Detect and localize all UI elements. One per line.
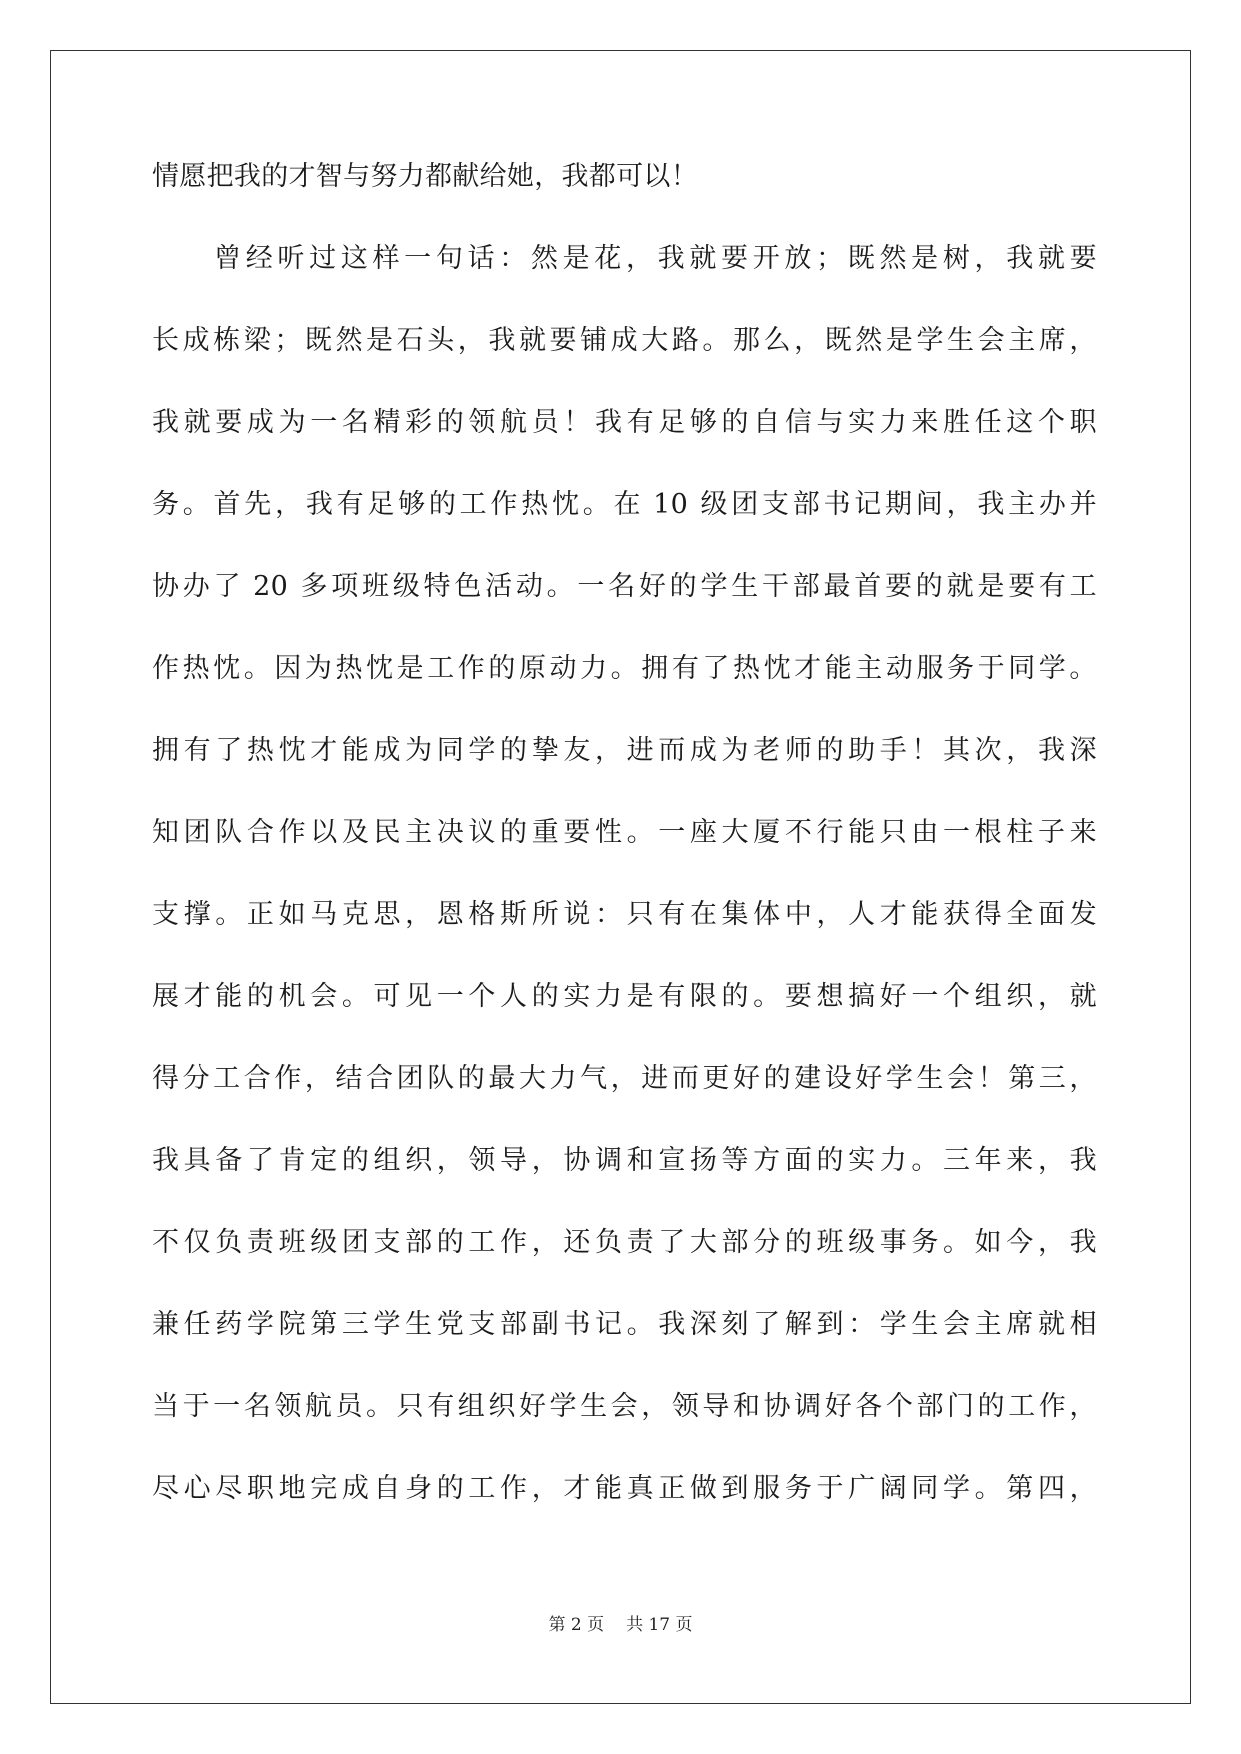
page-footer — [0, 1610, 1241, 1635]
text-line: 情愿把我的才智与努力都献给她，我都可以！ — [152, 161, 698, 192]
text-line: 兼 任 药 学 院 第 三 学 生 党 支 部 副 书 记 。 我 深 刻 了 解 到 ： 学 生 会 主 席 就 相 — [152, 1309, 1097, 1340]
text-line: 展 才 能 的 机 会 。 可 见 一 个 人 的 实 力 是 有 限 的 。 要 想 搞 好 一 个 组 织 ， 就 — [152, 981, 1097, 1012]
text-line: 协 办 了 20 多 项 班 级 特 色 活 动 。 一 名 好 的 学 生 干 部 最 首 要 的 就 是 要 有 工 — [152, 571, 1097, 602]
text-line: 作 热 忱 。 因 为 热 忱 是 工 作 的 原 动 力 。 拥 有 了 热 忱 才 能 主 动 服 务 于 同 学 。 — [152, 653, 1097, 684]
text-line: 尽 心 尽 职 地 完 成 自 身 的 工 作 ， 才 能 真 正 做 到 服 务 于 广 阔 同 学 。 第 四 ， — [152, 1473, 1097, 1504]
text-line: 当 于 一 名 领 航 员 。 只 有 组 织 好 学 生 会 ， 领 导 和 协 调 好 各 个 部 门 的 工 作 ， — [152, 1391, 1097, 1422]
text-line: 长 成 栋 梁 ； 既 然 是 石 头 ， 我 就 要 铺 成 大 路 。 那 么 ， 既 然 是 学 生 会 主 席 ， — [152, 325, 1097, 356]
text-line: 务 。 首 先 ， 我 有 足 够 的 工 作 热 忱 。 在 10 级 团 支 部 书 记 期 间 ， 我 主 办 并 — [152, 489, 1097, 520]
text-line: 拥 有 了 热 忱 才 能 成 为 同 学 的 挚 友 ， 进 而 成 为 老 师 的 助 手 ！ 其 次 ， 我 深 — [152, 735, 1097, 766]
page-number: 第 2 页 — [548, 1615, 605, 1635]
text-line: 我 就 要 成 为 一 名 精 彩 的 领 航 员 ！ 我 有 足 够 的 自 信 与 实 力 来 胜 任 这 个 职 — [152, 407, 1097, 438]
page-total: 共 17 页 — [626, 1615, 693, 1635]
document-body — [152, 162, 1097, 1556]
text-line: 曾 经 听 过 这 样 一 句 话 ： 然 是 花 ， 我 就 要 开 放 ； 既 然 是 树 ， 我 就 要 — [214, 243, 1097, 274]
text-line: 支 撑 。 正 如 马 克 思 ， 恩 格 斯 所 说 ： 只 有 在 集 体 中 ， 人 才 能 获 得 全 面 发 — [152, 899, 1097, 930]
text-line: 得 分 工 合 作 ， 结 合 团 队 的 最 大 力 气 ， 进 而 更 好 的 建 设 好 学 生 会 ！ 第 三 ， — [152, 1063, 1097, 1094]
text-line: 我 具 备 了 肯 定 的 组 织 ， 领 导 ， 协 调 和 宣 扬 等 方 面 的 实 力 。 三 年 来 ， 我 — [152, 1145, 1097, 1176]
text-line: 不 仅 负 责 班 级 团 支 部 的 工 作 ， 还 负 责 了 大 部 分 的 班 级 事 务 。 如 今 ， 我 — [152, 1227, 1097, 1258]
text-line: 知 团 队 合 作 以 及 民 主 决 议 的 重 要 性 。 一 座 大 厦 不 行 能 只 由 一 根 柱 子 来 — [152, 817, 1097, 848]
